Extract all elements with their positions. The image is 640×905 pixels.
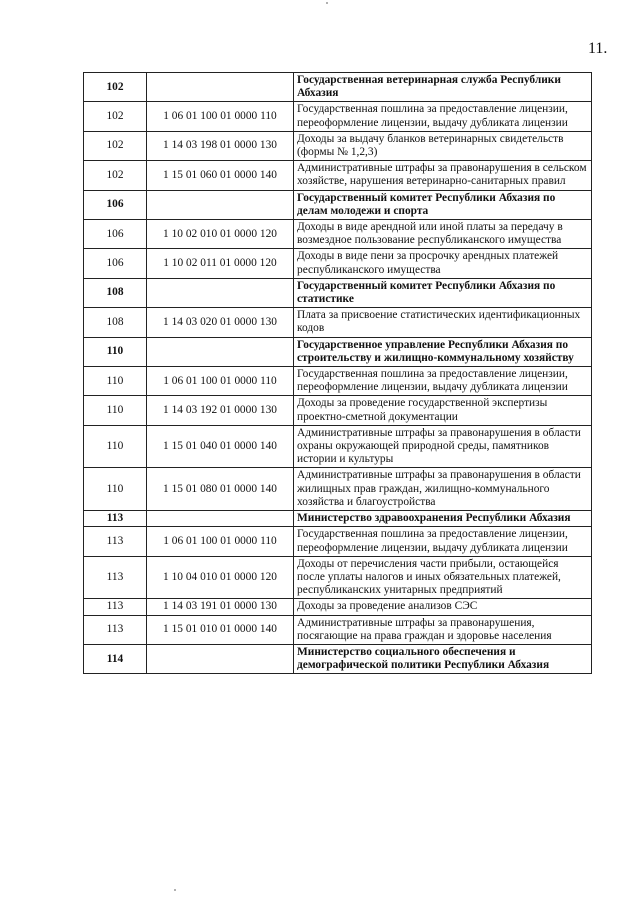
description-cell: Министерство здравоохранения Республики Абхазия [294, 511, 592, 527]
revenue-row [84, 425, 592, 468]
admin-code-cell: 114 [84, 644, 147, 673]
description-cell: Административные штрафы за правонарушения, посягающие на права граждан и здоровье населения [294, 615, 592, 644]
budget-code-cell [147, 644, 294, 673]
agency-header-row [84, 644, 592, 673]
description-cell: Государственная пошлина за предоставление лицензии, переоформление лицензии, выдачу дубликата лицензии [294, 102, 592, 131]
revenue-row [84, 599, 592, 615]
revenue-row [84, 220, 592, 249]
budget-code-cell: 1 10 02 011 01 0000 120 [147, 249, 294, 278]
admin-code-cell: 106 [84, 249, 147, 278]
revenue-row [84, 161, 592, 190]
budget-code-cell: 1 14 03 192 01 0000 130 [147, 396, 294, 425]
admin-code-cell: 110 [84, 337, 147, 366]
description-cell: Государственный комитет Республики Абхазия по делам молодежи и спорта [294, 190, 592, 219]
admin-code-cell: 102 [84, 161, 147, 190]
admin-code-cell: 110 [84, 396, 147, 425]
admin-code-cell: 113 [84, 527, 147, 556]
budget-code-cell [147, 337, 294, 366]
description-cell: Плата за присвоение статистических идентификационных кодов [294, 308, 592, 337]
agency-header-row [84, 73, 592, 102]
revenue-row [84, 367, 592, 396]
budget-code-cell: 1 14 03 191 01 0000 130 [147, 599, 294, 615]
description-cell: Государственная пошлина за предоставление лицензии, переоформление лицензии, выдачу дубликата лицензии [294, 367, 592, 396]
budget-code-cell [147, 278, 294, 307]
admin-code-cell: 102 [84, 73, 147, 102]
revenue-table [83, 72, 592, 674]
budget-code-cell: 1 14 03 020 01 0000 130 [147, 308, 294, 337]
budget-code-cell: 1 14 03 198 01 0000 130 [147, 131, 294, 160]
description-cell: Доходы за проведение анализов СЭС [294, 599, 592, 615]
description-cell: Доходы в виде пени за просрочку арендных платежей республиканского имущества [294, 249, 592, 278]
description-cell: Административные штрафы за правонарушения в сельском хозяйстве, нарушения ветеринарно-санитарных правил [294, 161, 592, 190]
description-cell: Государственный комитет Республики Абхазия по статистике [294, 278, 592, 307]
description-cell: Министерство социального обеспечения и демографической политики Республики Абхазия [294, 644, 592, 673]
admin-code-cell: 106 [84, 220, 147, 249]
description-cell: Административные штрафы за правонарушения в области жилищных прав граждан, жилищно-коммунального хозяйства и благоустройства [294, 468, 592, 511]
budget-code-cell: 1 15 01 010 01 0000 140 [147, 615, 294, 644]
revenue-row [84, 102, 592, 131]
admin-code-cell: 113 [84, 511, 147, 527]
description-cell: Государственная пошлина за предоставление лицензии, переоформление лицензии, выдачу дубликата лицензии [294, 527, 592, 556]
admin-code-cell: 110 [84, 425, 147, 468]
admin-code-cell: 102 [84, 102, 147, 131]
page-number: 11. [588, 40, 608, 57]
admin-code-cell: 102 [84, 131, 147, 160]
description-cell: Доходы за выдачу бланков ветеринарных свидетельств (формы № 1,2,3) [294, 131, 592, 160]
revenue-row [84, 249, 592, 278]
budget-code-cell: 1 06 01 100 01 0000 110 [147, 102, 294, 131]
budget-code-cell: 1 10 04 010 01 0000 120 [147, 556, 294, 599]
revenue-row [84, 396, 592, 425]
budget-code-cell: 1 06 01 100 01 0000 110 [147, 527, 294, 556]
budget-code-cell: 1 15 01 040 01 0000 140 [147, 425, 294, 468]
agency-header-row [84, 278, 592, 307]
revenue-table-body [84, 73, 592, 674]
admin-code-cell: 113 [84, 556, 147, 599]
description-cell: Доходы за проведение государственной экспертизы проектно-сметной документации [294, 396, 592, 425]
budget-code-cell [147, 511, 294, 527]
description-cell: Государственное управление Республики Абхазия по строительству и жилищно-коммунальному хозяйству [294, 337, 592, 366]
budget-code-cell [147, 73, 294, 102]
admin-code-cell: 110 [84, 468, 147, 511]
revenue-row [84, 468, 592, 511]
budget-code-cell: 1 15 01 060 01 0000 140 [147, 161, 294, 190]
agency-header-row [84, 337, 592, 366]
admin-code-cell: 110 [84, 367, 147, 396]
admin-code-cell: 108 [84, 308, 147, 337]
agency-header-row [84, 511, 592, 527]
admin-code-cell: 113 [84, 599, 147, 615]
admin-code-cell: 108 [84, 278, 147, 307]
budget-code-cell: 1 10 02 010 01 0000 120 [147, 220, 294, 249]
budget-code-cell: 1 06 01 100 01 0000 110 [147, 367, 294, 396]
admin-code-cell: 113 [84, 615, 147, 644]
admin-code-cell: 106 [84, 190, 147, 219]
scan-speck [174, 889, 176, 891]
revenue-row [84, 308, 592, 337]
budget-code-cell: 1 15 01 080 01 0000 140 [147, 468, 294, 511]
revenue-row [84, 527, 592, 556]
description-cell: Административные штрафы за правонарушения в области охраны окружающей природной среды, памятников истории и культуры [294, 425, 592, 468]
budget-code-cell [147, 190, 294, 219]
description-cell: Государственная ветеринарная служба Республики Абхазия [294, 73, 592, 102]
scan-speck [326, 2, 328, 4]
revenue-row [84, 615, 592, 644]
description-cell: Доходы от перечисления части прибыли, остающейся после уплаты налогов и иных обязательных платежей, республиканских унитарных предприятий [294, 556, 592, 599]
description-cell: Доходы в виде арендной или иной платы за передачу в возмездное пользование республиканского имущества [294, 220, 592, 249]
revenue-row [84, 556, 592, 599]
agency-header-row [84, 190, 592, 219]
revenue-row [84, 131, 592, 160]
